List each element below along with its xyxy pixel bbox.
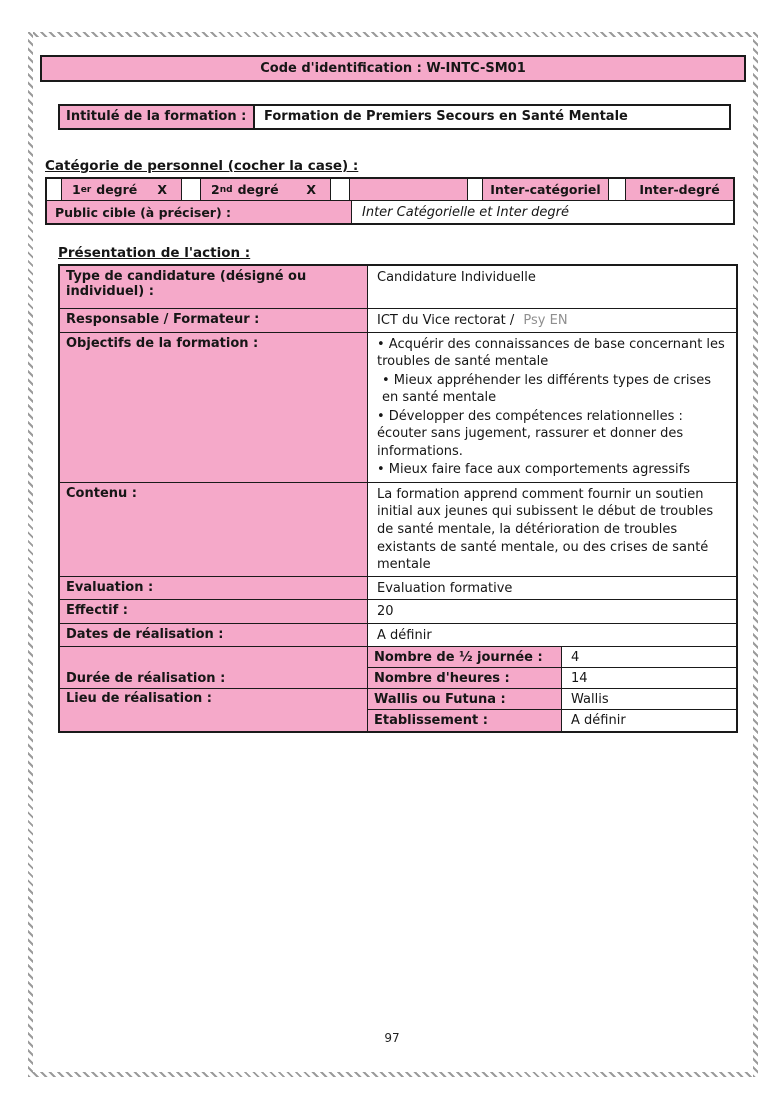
categorie-row-public-cible <box>47 201 733 223</box>
degre1-num: 1 <box>72 182 81 197</box>
etablissement-label: Etablissement : <box>368 710 562 731</box>
checkbox-cell-empty-1 <box>47 179 62 200</box>
lieu-label: Lieu de réalisation : <box>60 689 368 731</box>
inter-categoriel-cell: Inter-catégoriel <box>483 179 609 200</box>
wallis-futuna-value: Wallis <box>562 689 736 710</box>
row-objectifs <box>60 333 736 483</box>
intitule-value: Formation de Premiers Secours en Santé Mentale <box>255 106 729 128</box>
checkbox-cell-empty-3 <box>331 179 350 200</box>
nombre-heures-value: 14 <box>562 668 736 689</box>
categorie-empty-pink-cell <box>350 179 468 200</box>
public-cible-label: Public cible (à préciser) : <box>47 201 352 223</box>
row-type-candidature <box>60 266 736 309</box>
duree-label: Durée de réalisation : <box>60 647 368 689</box>
row-responsable <box>60 309 736 333</box>
dates-value: A définir <box>368 624 736 647</box>
objectifs-label: Objectifs de la formation : <box>60 333 368 482</box>
objectif-bullet: • Développer des compétences relationnelles : écouter sans jugement, rassurer et donner des informations. <box>377 408 684 459</box>
contenu-label: Contenu : <box>60 483 368 576</box>
public-cible-value: Inter Catégorielle et Inter degré <box>352 201 733 223</box>
objectif-bullet: • Mieux faire face aux comportements agressifs <box>377 462 690 478</box>
row-effectif <box>60 600 736 624</box>
decorative-border-right <box>753 32 758 1077</box>
effectif-label: Effectif : <box>60 600 368 623</box>
type-candidature-value: Candidature Individuelle <box>368 266 736 308</box>
categorie-row-degres <box>47 179 733 201</box>
identification-code-bar: Code d'identification : W-INTC-SM01 <box>40 55 746 82</box>
row-dates <box>60 624 736 648</box>
degre2-word: degré <box>237 182 279 197</box>
degre2-check: X <box>306 182 316 197</box>
intitule-label: Intitulé de la formation : <box>60 106 255 128</box>
row-contenu <box>60 483 736 577</box>
responsable-value-secondary: Psy EN <box>523 313 568 328</box>
nombre-heures-label: Nombre d'heures : <box>368 668 562 689</box>
decorative-border-top <box>28 32 758 37</box>
document-page <box>40 55 746 733</box>
evaluation-label: Evaluation : <box>60 577 368 600</box>
categorie-table <box>45 177 735 225</box>
degre1-word: degré <box>96 182 138 197</box>
dates-label: Dates de réalisation : <box>60 624 368 647</box>
decorative-border-left <box>28 32 33 1077</box>
responsable-value-main: ICT du Vice rectorat / <box>377 313 515 328</box>
row-evaluation <box>60 577 736 601</box>
checkbox-cell-inter-categoriel <box>468 179 483 200</box>
presentation-table <box>58 264 738 733</box>
page-number: 97 <box>384 1031 400 1045</box>
row-duree-lieu-block <box>60 647 736 731</box>
duree-lieu-grid <box>60 647 736 731</box>
etablissement-value: A définir <box>562 710 736 731</box>
decorative-border-bottom <box>28 1072 758 1077</box>
nombre-demi-journee-label: Nombre de ½ journée : <box>368 647 562 668</box>
presentation-heading: Présentation de l'action : <box>58 245 251 261</box>
objectif-bullet: • Acquérir des connaissances de base concernant les troubles de santé mentale <box>377 336 725 370</box>
responsable-label: Responsable / Formateur : <box>60 309 368 332</box>
effectif-value: 20 <box>368 600 736 623</box>
checkbox-cell-empty-2 <box>182 179 201 200</box>
degre1-check: X <box>157 182 167 197</box>
responsable-value <box>368 309 736 332</box>
categorie-heading: Catégorie de personnel (cocher la case) : <box>45 158 359 174</box>
inter-degre-cell: Inter-degré <box>626 179 733 200</box>
nombre-demi-journee-value: 4 <box>562 647 736 668</box>
degre2-cell: 2 nd degré X <box>201 179 331 200</box>
intitule-table <box>58 104 731 130</box>
checkbox-cell-inter-degre <box>609 179 626 200</box>
degre2-num: 2 <box>211 182 220 197</box>
objectif-bullet: • Mieux appréhender les différents types de crises en santé mentale <box>382 372 712 406</box>
degre1-cell: 1 er degré X <box>62 179 182 200</box>
objectifs-value <box>368 333 736 482</box>
evaluation-value: Evaluation formative <box>368 577 736 600</box>
type-candidature-label: Type de candidature (désigné ou individuel) : <box>60 266 368 308</box>
wallis-futuna-label: Wallis ou Futuna : <box>368 689 562 710</box>
contenu-value: La formation apprend comment fournir un soutien initial aux jeunes qui subissent le début de troubles de santé mentale, la détérioration de troubles existants de santé mentale, ou des crises de santé mentale <box>368 483 736 576</box>
